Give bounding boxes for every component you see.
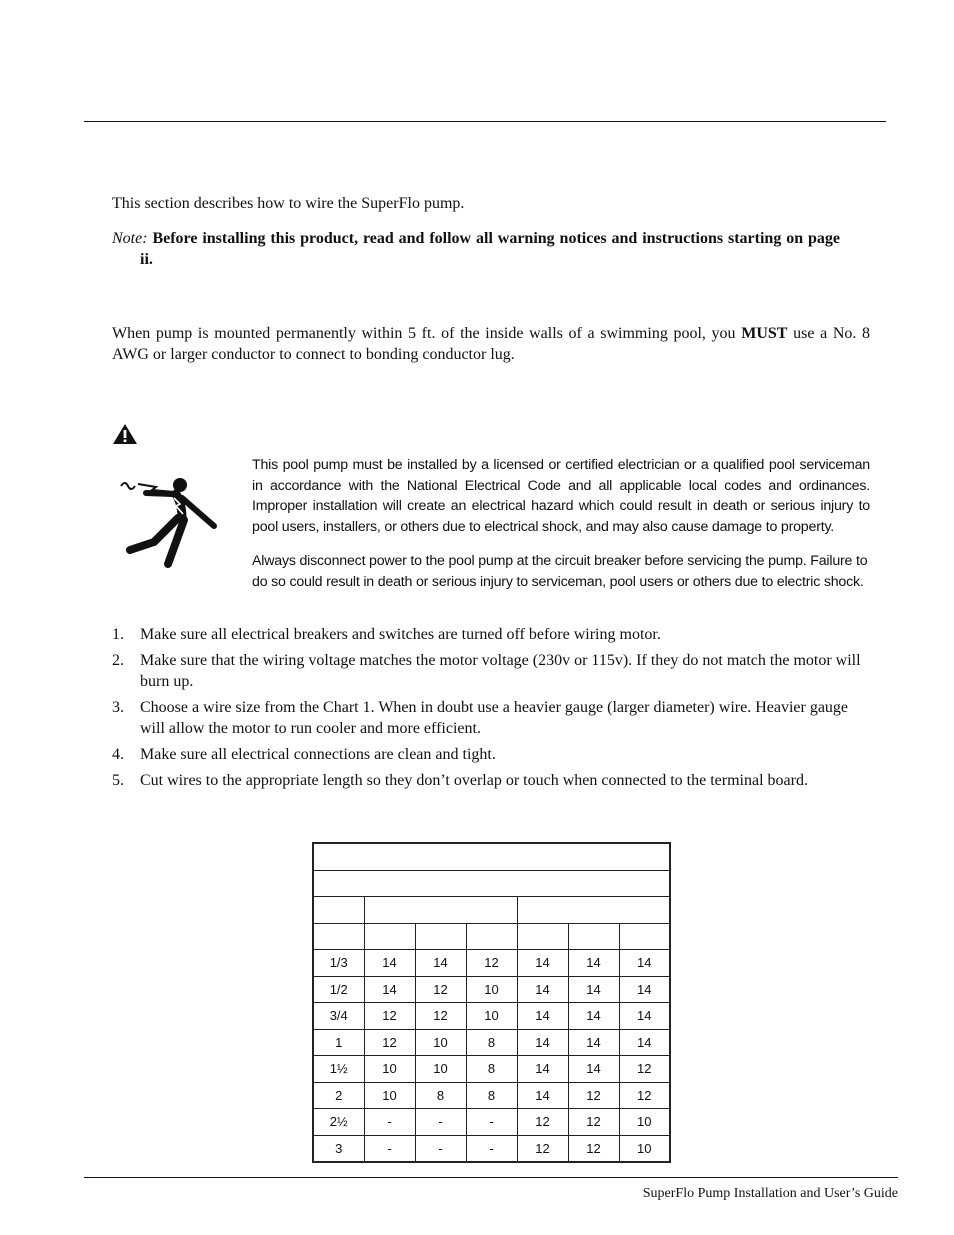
table-cell: 14 [517,1029,568,1056]
table-cell: 12 [619,1056,670,1083]
table-header-cell [619,923,670,950]
table-cell: 12 [517,1135,568,1162]
step-text: Make sure all electrical breakers and switches are turned off before wiring motor. [140,626,661,643]
table-cell: 14 [415,950,466,977]
warning-triangle-icon [112,423,138,445]
table-row [313,976,670,1003]
table-cell: 12 [415,1003,466,1030]
step-number: 2. [112,652,124,669]
table-cell: 14 [568,950,619,977]
wire-size-table [312,842,671,1163]
list-item [112,624,870,645]
table-cell: 14 [517,1003,568,1030]
table-cell: 10 [364,1082,415,1109]
bonding-text-before: When pump is mounted permanently within 5 ft. of the inside walls of a swimming pool, you [112,325,736,342]
table-row [313,1109,670,1136]
step-text: Choose a wire size from the Chart 1. When in doubt use a heavier gauge (larger diameter) wire. Heavier gauge will allow the motor to run cooler and more efficient. [140,699,849,737]
table-row [313,1082,670,1109]
note-text: Before installing this product, read and follow all warning notices and instructions starting on page ii. [140,230,840,268]
table-group-header-row [313,897,670,924]
table-cell: 12 [568,1082,619,1109]
table-cell: 12 [364,1029,415,1056]
table-cell: 2 [313,1082,364,1109]
table-cell: 14 [364,976,415,1003]
table-header-cell [364,897,517,924]
table-cell: 8 [466,1082,517,1109]
table-subtitle-cell [313,870,670,897]
table-cell: 14 [517,1082,568,1109]
table-cell: 12 [619,1082,670,1109]
table-cell: 8 [466,1029,517,1056]
list-item [112,744,870,765]
table-cell: 10 [619,1109,670,1136]
table-cell: 14 [364,950,415,977]
table-cell: 14 [619,1003,670,1030]
table-cell: 12 [466,950,517,977]
table-header-cell [568,923,619,950]
table-header-cell [517,897,670,924]
table-cell: 1½ [313,1056,364,1083]
table-cell: 14 [568,1029,619,1056]
table-header-cell [415,923,466,950]
table-cell: 1/3 [313,950,364,977]
header-rule [84,121,886,122]
table-row [313,1056,670,1083]
table-cell: 8 [466,1056,517,1083]
step-number: 3. [112,699,124,716]
table-row [313,1003,670,1030]
table-subtitle-row [313,870,670,897]
table-row [313,1135,670,1162]
footer-rule [84,1177,898,1178]
table-title-cell [313,843,670,870]
note-block [112,228,840,270]
table-title-row [313,843,670,870]
table-body [313,950,670,1163]
table-cell: 12 [568,1135,619,1162]
table-cell: 2½ [313,1109,364,1136]
table-cell: - [364,1135,415,1162]
table-cell: 12 [364,1003,415,1030]
step-number: 1. [112,626,124,643]
table-cell: 14 [517,950,568,977]
section-intro: This section describes how to wire the SuperFlo pump. [112,195,465,212]
table-cell: 12 [568,1109,619,1136]
step-text: Make sure all electrical connections are clean and tight. [140,746,496,763]
table-cell: 14 [619,976,670,1003]
table-cell: 10 [364,1056,415,1083]
table-cell: 10 [619,1135,670,1162]
bonding-emphasis: MUST [741,325,788,342]
table-cell: 14 [568,976,619,1003]
table-cell: 14 [619,1029,670,1056]
table-cell: 10 [466,976,517,1003]
list-item [112,650,870,692]
table-cell: 12 [517,1109,568,1136]
table-cell: 14 [517,976,568,1003]
table-cell: 8 [415,1082,466,1109]
table-cell: 14 [517,1056,568,1083]
table-cell: 10 [415,1029,466,1056]
table-cell: 3 [313,1135,364,1162]
table-column-header-row [313,923,670,950]
step-number: 5. [112,772,124,789]
table-cell: - [415,1109,466,1136]
table-cell: 14 [568,1056,619,1083]
table-cell: 10 [415,1056,466,1083]
table-header-cell [313,923,364,950]
electric-shock-icon [116,474,226,570]
warning-paragraph-1: This pool pump must be installed by a licensed or certified electrician or a qualified pool serviceman in accordance with the National Electrical Code and all applicable local codes and ordinances. Improper installation will create an electrical hazard which could result in death or serious injury to pool users, installers, or others due to electrical shock, and may also cause damage to property. [252,457,870,535]
table-header-cell [313,897,364,924]
step-text: Make sure that the wiring voltage matches the motor voltage (230v or 115v). If they do not match the motor will burn up. [140,652,861,690]
table-cell: 10 [466,1003,517,1030]
table-cell: 3/4 [313,1003,364,1030]
step-text: Cut wires to the appropriate length so they don’t overlap or touch when connected to the terminal board. [140,772,808,789]
table-cell: 14 [568,1003,619,1030]
wiring-steps [112,624,870,796]
table-row [313,950,670,977]
table-cell: - [364,1109,415,1136]
step-number: 4. [112,746,124,763]
table-cell: 1/2 [313,976,364,1003]
table-cell: 12 [415,976,466,1003]
table-cell: - [415,1135,466,1162]
table-header-cell [466,923,517,950]
note-label: Note: [112,230,148,247]
warning-paragraph-2: Always disconnect power to the pool pump at the circuit breaker before servicing the pump. Failure to do so could result in death or serious injury to serviceman, pool users or others due to electric shock. [252,553,868,590]
table-cell: - [466,1135,517,1162]
footer-guide-title: SuperFlo Pump Installation and User’s Guide [642,1186,898,1201]
table-row [313,1029,670,1056]
table-cell: - [466,1109,517,1136]
table-cell: 14 [619,950,670,977]
table-header-cell [364,923,415,950]
bonding-text-after: use a No. 8 AWG or larger conductor to connect to bonding conductor lug. [112,325,871,363]
bonding-paragraph [112,323,870,365]
list-item [112,697,870,739]
table-header-cell [517,923,568,950]
table-cell: 1 [313,1029,364,1056]
list-item [112,770,870,791]
